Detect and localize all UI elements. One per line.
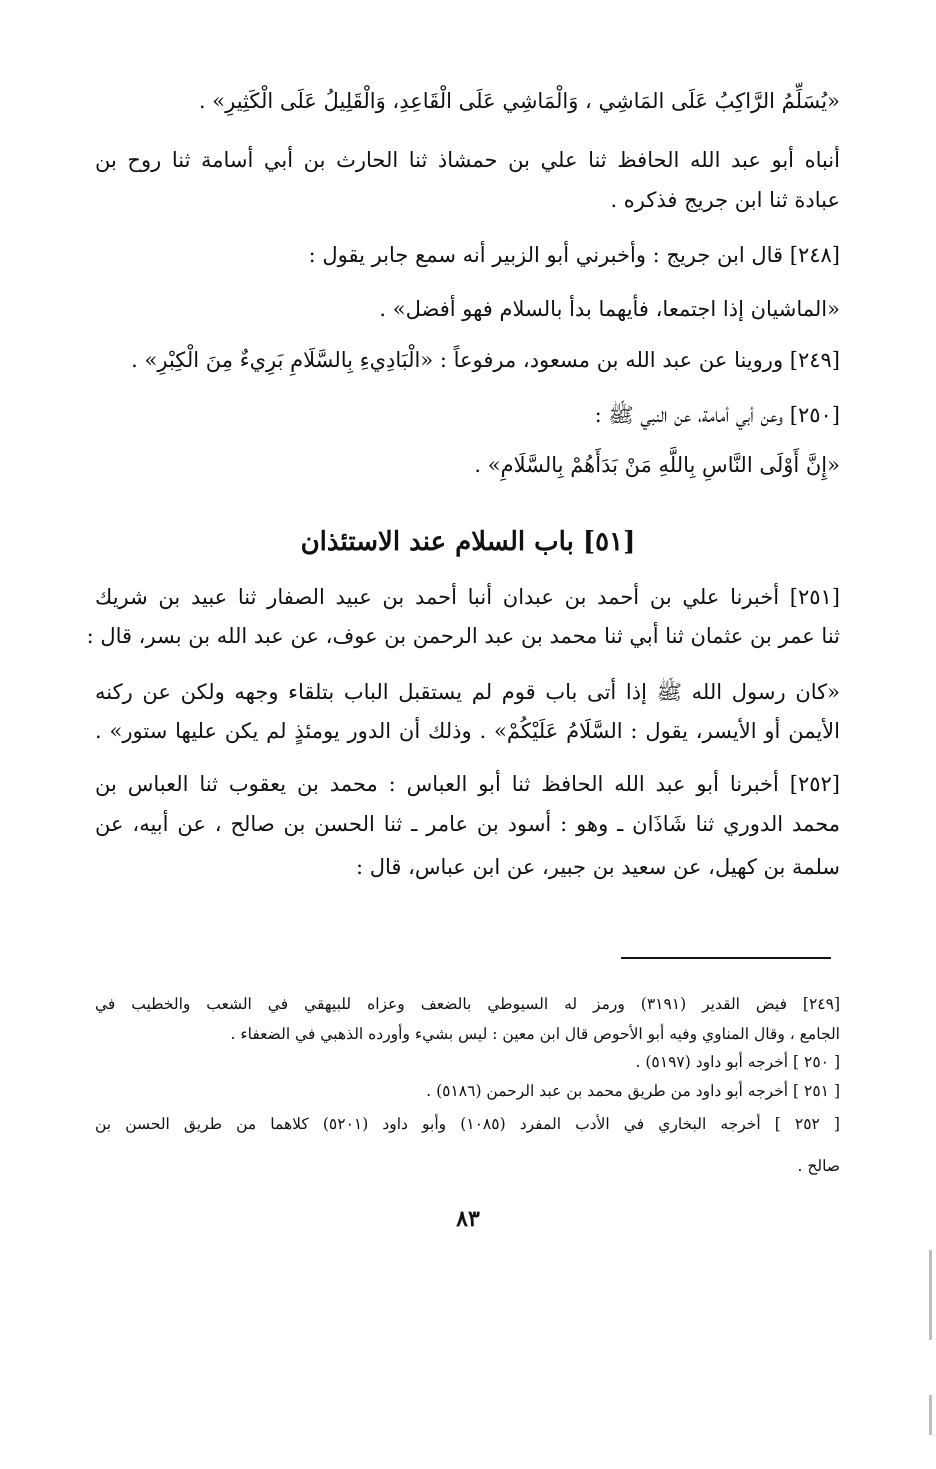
hadith-248-line: [٢٤٨] قال ابن جريج : وأخبرني أبو الزبير أنه سمع جابر يقول : — [308, 243, 840, 267]
hadith-251-line-4: الأيمن أو الأيسر، يقول : السَّلَامُ عَلَيْكُمْ» . وذلك أن الدور يومئذٍ لم يكن عليها ستور» . — [95, 719, 840, 743]
footnote-249-line-2: الجامع ، وقال المناوي وفيه أبو الأحوص قال ابن معين : ليس بشيء وأورده الذهبي في الضعفاء . — [230, 1025, 840, 1043]
footnote-250: [ ٢٥٠ ] أخرجه أبو داود (٥١٩٧) . — [635, 1053, 840, 1071]
hadith-250-line: [٢٥٠] وعن أبي أمامة، عن النبي ﷺ : — [594, 403, 840, 427]
hadith-251-line-3: «كان رسول الله ﷺ إذا أتى باب قوم لم يستقبل الباب بتلقاء وجهه ولكن عن ركنه — [95, 680, 840, 704]
chapter-heading: [٥١] باب السلام عند الاستئذان — [300, 527, 636, 557]
hadith-248-text: «الماشيان إذا اجتمعا، فأيهما بدأ بالسلام فهو أفضل» . — [379, 297, 840, 321]
hadith-251-line-2: ثنا عمر بن عثمان ثنا أبي ثنا محمد بن عبد الرحمن بن عوف، عن عبد الله بن بسر، قال : — [86, 624, 840, 648]
scan-edge-mark — [929, 1250, 932, 1340]
body-line-1: «يُسَلِّمُ الرَّاكِبُ عَلَى المَاشِي ، وَالْمَاشِي عَلَى الْقَاعِدِ، وَالْقَلِيلُ عَلَى الْكَثِيرِ» . — [198, 89, 840, 113]
footnote-249-line-1: [٢٤٩] فيض القدير (٣١٩١) ورمز له السيوطي بالضعف وعزاه للبيهقي في الشعب والخطيب في — [95, 995, 840, 1013]
scan-edge-mark — [929, 1395, 932, 1435]
hadith-252-line-2: محمد الدوري ثنا شَاذَان ـ وهو : أسود بن عامر ـ ثنا الحسن بن صالح ، عن أبيه، عن — [95, 812, 840, 836]
footnote-252-line-1: [ ٢٥٢ ] أخرجه البخاري في الأدب المفرد (١٠٨٥) وأبو داود (٥٢٠١) كلاهما من طريق الحسن بن — [95, 1115, 840, 1133]
footnote-252-line-2: صالح . — [797, 1157, 840, 1175]
hadith-252-line-3: سلمة بن كهيل، عن سعيد بن جبير، عن ابن عباس، قال : — [356, 855, 840, 879]
hadith-249-line: [٢٤٩] وروينا عن عبد الله بن مسعود، مرفوعاً : «الْبَادِيءِ بِالسَّلَامِ بَرِيءٌ مِنَ الْكِبْرِ» . — [131, 348, 840, 372]
body-line-2: أنباه أبو عبد الله الحافظ ثنا علي بن حمشاذ ثنا الحارث بن أبي أسامة ثنا روح بن — [95, 148, 840, 172]
footnote-251: [ ٢٥١ ] أخرجه أبو داود من طريق محمد بن عبد الرحمن (٥١٨٦) . — [426, 1082, 840, 1100]
footnote-separator — [621, 957, 831, 959]
hadith-252-line-1: [٢٥٢] أخبرنا أبو عبد الله الحافظ ثنا أبو العباس : محمد بن يعقوب ثنا العباس بن — [95, 772, 840, 796]
body-line-3: عبادة ثنا ابن جريج فذكره . — [610, 188, 840, 212]
page-number: ٨٣ — [456, 1206, 480, 1232]
hadith-250-text: «إِنَّ أَوْلَى النَّاسِ بِاللَّهِ مَنْ بَدَأَهُمْ بِالسَّلَامِ» . — [474, 453, 840, 477]
hadith-251-line-1: [٢٥١] أخبرنا علي بن أحمد بن عبدان أنبا أحمد بن عبيد الصفار ثنا عبيد بن شريك — [95, 585, 840, 609]
